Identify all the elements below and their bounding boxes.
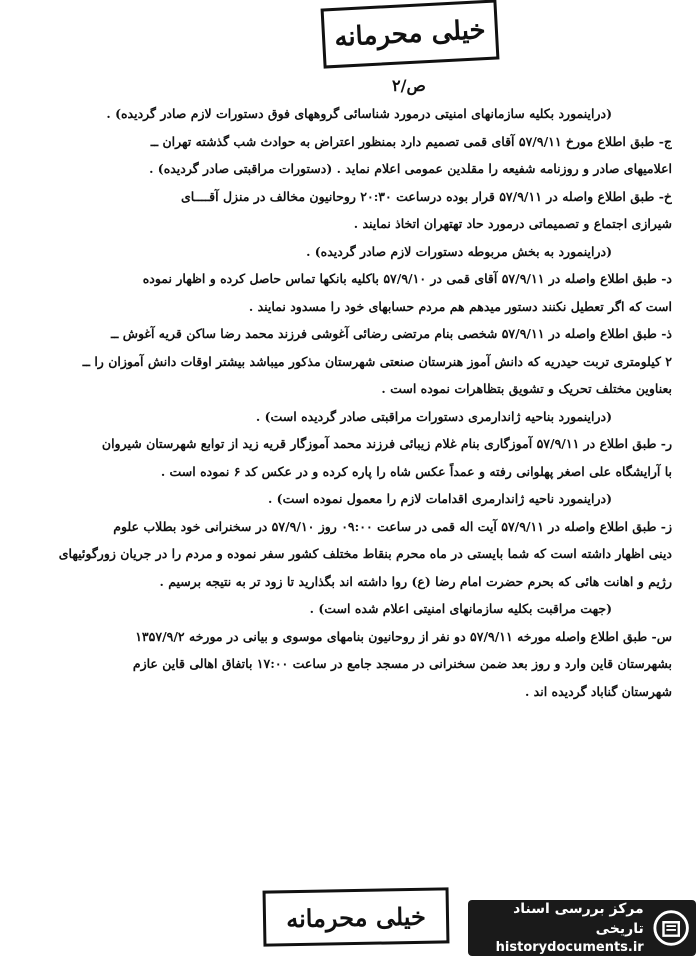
text-line: است که اگر تعطیل نکنند دستور میدهم هم مردم حسابهای خود را مسدود نمایند . [248,298,672,314]
text-line: شهرستان گناباد گردیده اند . [524,683,672,699]
text-line: با آرایشگاه علی اصغر پهلوانی رفته و عمداً عکس شاه را پاره کرده و در عکس کد ۶ نموده است . [160,463,672,479]
paragraph [28,623,672,706]
paragraph [28,265,672,320]
text-line: ذ- طبق اطلاع واصله در ۵۷/۹/۱۱ شخصی بنام مرتضی رضائی آغوشی فرزند محمد رضا ساکن قریه آغوش ــ [111,326,672,341]
watermark-text [468,899,644,957]
text-line: رژیم و اهانت هائی که بحرم حضرت امام رضا (ع) روا داشته اند بگذارید تا زود تر به نتیجه برسیم . [159,573,672,589]
text-line: ج- طبق اطلاع مورخ ۵۷/۹/۱۱ آقای قمی تصمیم دارد بمنظور اعتراض به حوادث شب گذشته تهران ــ [150,133,672,149]
watermark-url: historydocuments.ir [495,940,644,955]
text-line: د- طبق اطلاع واصله در ۵۷/۹/۱۱ آقای قمی در ۵۷/۹/۱۰ باکلیه بانکها تماس حاصل کرده و اظهار نموده [142,271,672,286]
text-line: (جهت مراقبت بکلیه سازمانهای امنیتی اعلام شده است) . [309,601,612,616]
archive-logo-icon [652,908,690,948]
document-body [28,100,672,893]
paragraph [28,485,672,513]
text-line: ر- طبق اطلاع در ۵۷/۹/۱۱ آموزگاری بنام غلام زیبائی فرزند محمد آموزگار قریه زید از توابع شهرستان شیروان [101,436,672,451]
paragraph [28,100,672,128]
text-line: اعلامیهای صادر و روزنامه شفیعه را مقلدین عمومی اعلام نماید . (دستورات مراقبتی صادر گردیده) . [149,161,672,176]
paragraph [28,430,672,485]
text-line: (دراینمورد به بخش مربوطه دستورات لازم صادر گردیده) . [306,243,612,259]
classification-stamp-bottom: خیلی محرمانه [263,887,450,946]
paragraph [28,513,672,596]
text-line: بشهرستان قاین وارد و روز بعد ضمن سخنرانی در مسجد جامع در ساعت ۱۷:۰۰ باتفاق اهالی قاین عازم [132,656,672,671]
text-line: ۲ کیلومتری تربت حیدریه که دانش آموز هنرستان صنعتی شهرستان مذکور میباشد بیشتر اوقات دانش آموزان را ــ [82,353,672,369]
text-line: خ- طبق اطلاع واصله در ۵۷/۹/۱۱ قرار بوده درساعت ۲۰:۳۰ روحانیون مخالف در منزل آقــــای [180,188,672,204]
text-line: شیرازی اجتماع و تصمیماتی درمورد حاد تهتهران اتخاذ نمایند . [353,216,672,231]
text-line: (دراینمورد ناحیه ژاندارمری اقدامات لازم را معمول نموده است) . [267,491,612,506]
text-line: دینی اظهار داشته است که شما بایستی در ماه محرم بنقاط مختلف کشور سفر نموده و مردم را در جریان زورگوئیهای [58,546,672,561]
paragraph [28,238,672,266]
text-line: (دراینمورد بکلیه سازمانهای امنیتی درمورد شناسائی گروههای فوق دستورات لازم صادر گردیده) . [106,106,612,121]
text-line: بعناوین مختلف تحریک و تشویق بتظاهرات نموده است . [381,381,672,396]
paragraph [28,595,672,623]
archive-watermark [468,900,696,956]
text-line: س- طبق اطلاع واصله مورخه ۵۷/۹/۱۱ دو نفر از روحانیون بنامهای موسوی و بیانی در مورخه ۱۳۵۷/۹/۲ [135,628,672,644]
page-number: ص/۲ [392,76,426,95]
paragraph [28,403,672,431]
text-line: (دراینمورد بناحیه ژاندارمری دستورات مراقبتی صادر گردیده است) . [255,408,612,424]
paragraph [28,128,672,183]
text-line: ز- طبق اطلاع واصله در ۵۷/۹/۱۱ آیت اله قمی در ساعت ۰۹:۰۰ روز ۵۷/۹/۱۰ در سخنرانی خود بطلاب علوم [113,518,672,534]
classification-stamp-top: خیلی محرمانه [321,0,500,69]
paragraph [28,320,672,403]
watermark-title: مرکز بررسی اسناد تاریخی [513,901,644,937]
paragraph [28,183,672,238]
